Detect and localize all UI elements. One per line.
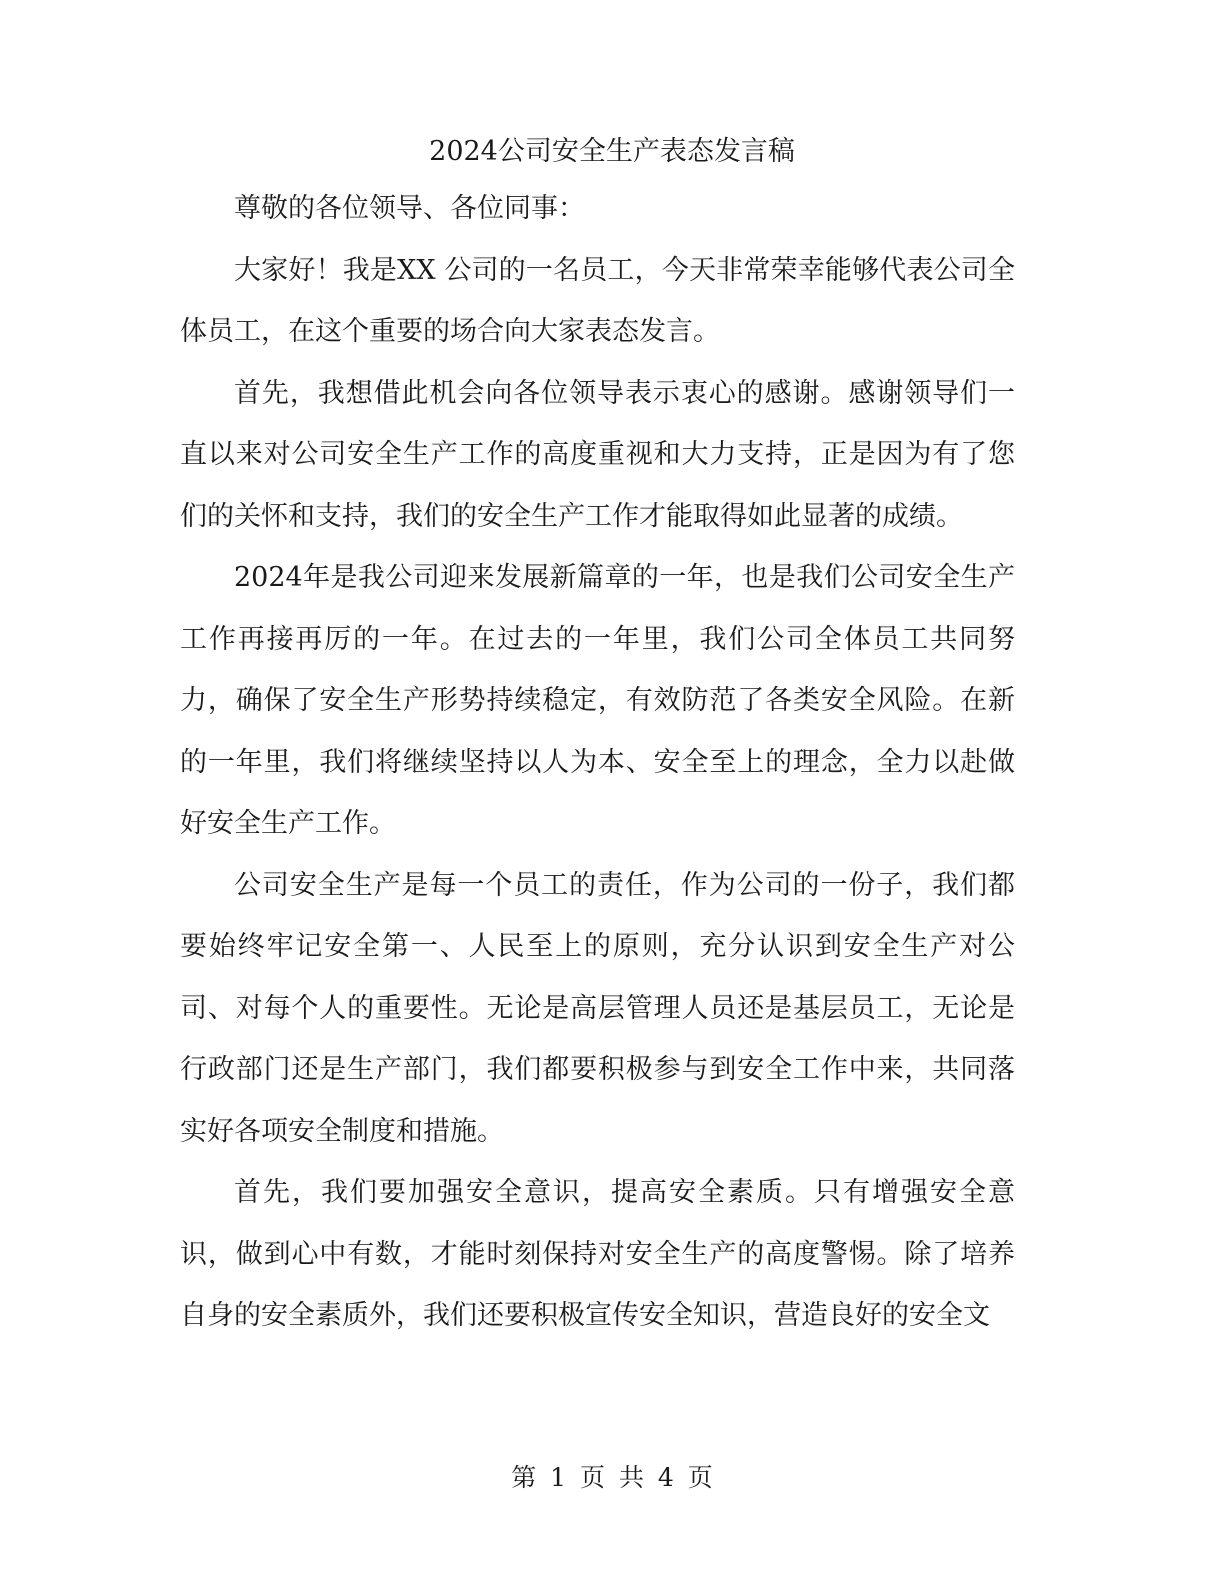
salutation-paragraph: 尊敬的各位领导、各位同事：	[234, 193, 585, 224]
document-title: 2024公司安全生产表态发言稿	[429, 136, 795, 167]
body-paragraph: 2024年是我公司迎来发展新篇章的一年，也是我们公司安全生产工作再接再厉的一年。在过去的一年里，我们公司全体员工共同努力，确保了安全生产形势持续稳定，有效防范了各类安全风险。在新的一年里，我们将继续坚持以人为本、安全至上的理念，全力以赴做好安全生产工作。	[180, 562, 1015, 839]
body-paragraph: 公司安全生产是每一个员工的责任，作为公司的一份子，我们都要始终牢记安全第一、人民至上的原则，充分认识到安全生产对公司、对每个人的重要性。无论是高层管理人员还是基层员工，无论是行政部门还是生产部门，我们都要积极参与到安全工作中来，共同落实好各项安全制度和措施。	[180, 869, 1015, 1147]
body-paragraph: 首先，我们要加强安全意识，提高安全素质。只有增强安全意识，做到心中有数，才能时刻保持对安全生产的高度警惕。除了培养自身的安全素质外，我们还要积极宣传安全知识，营造良好的安全文	[180, 1177, 1015, 1331]
body-paragraph: 大家好！我是XX 公司的一名员工，今天非常荣幸能够代表公司全体员工，在这个重要的场合向大家表态发言。	[180, 254, 1015, 347]
document-body	[180, 178, 1015, 1347]
body-paragraph: 首先，我想借此机会向各位领导表示衷心的感谢。感谢领导们一直以来对公司安全生产工作的高度重视和大力支持，正是因为有了您们的关怀和支持，我们的安全生产工作才能取得如此显著的成绩。	[180, 377, 1015, 532]
page-number-footer: 第 1 页 共 4 页	[511, 1463, 713, 1492]
